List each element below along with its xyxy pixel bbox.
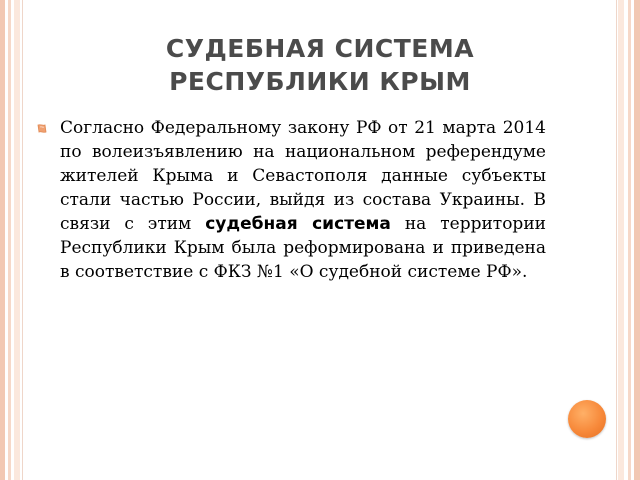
orange-circle-decoration: [568, 400, 606, 438]
content-area: [36, 116, 546, 284]
wave-bullet-icon: [36, 123, 48, 135]
right-frame-line: [616, 0, 617, 480]
slide-title-line1: СУДЕБНАЯ СИСТЕМА: [165, 34, 475, 63]
left-decor-stripe: [0, 0, 5, 480]
right-decor-stripe: [628, 0, 631, 480]
body-paragraph: [60, 116, 546, 284]
left-decor-stripe: [14, 0, 20, 480]
right-decor-stripe: [618, 0, 624, 480]
left-decor-stripe: [8, 0, 11, 480]
body-text-start: Согласно Федеральному закону РФ от 21 марта 2014 по волеизъявлению на национальном референдуме жителей Крыма и Севастополя данные субъекты стали частью России, выйдя из состава Украины. В связи с этим: [60, 118, 546, 234]
slide-title-line2: РЕСПУБЛИКИ КРЫМ: [169, 67, 471, 96]
body-text-end: на территории Республики Крым была реформирована и приведена в соответствие с ФКЗ №1 «О судебной системе РФ».: [60, 214, 546, 282]
body-text-bold: судебная система: [205, 214, 391, 234]
left-frame-line: [22, 0, 23, 480]
slide-title: [30, 32, 610, 98]
right-decor-stripe: [634, 0, 640, 480]
